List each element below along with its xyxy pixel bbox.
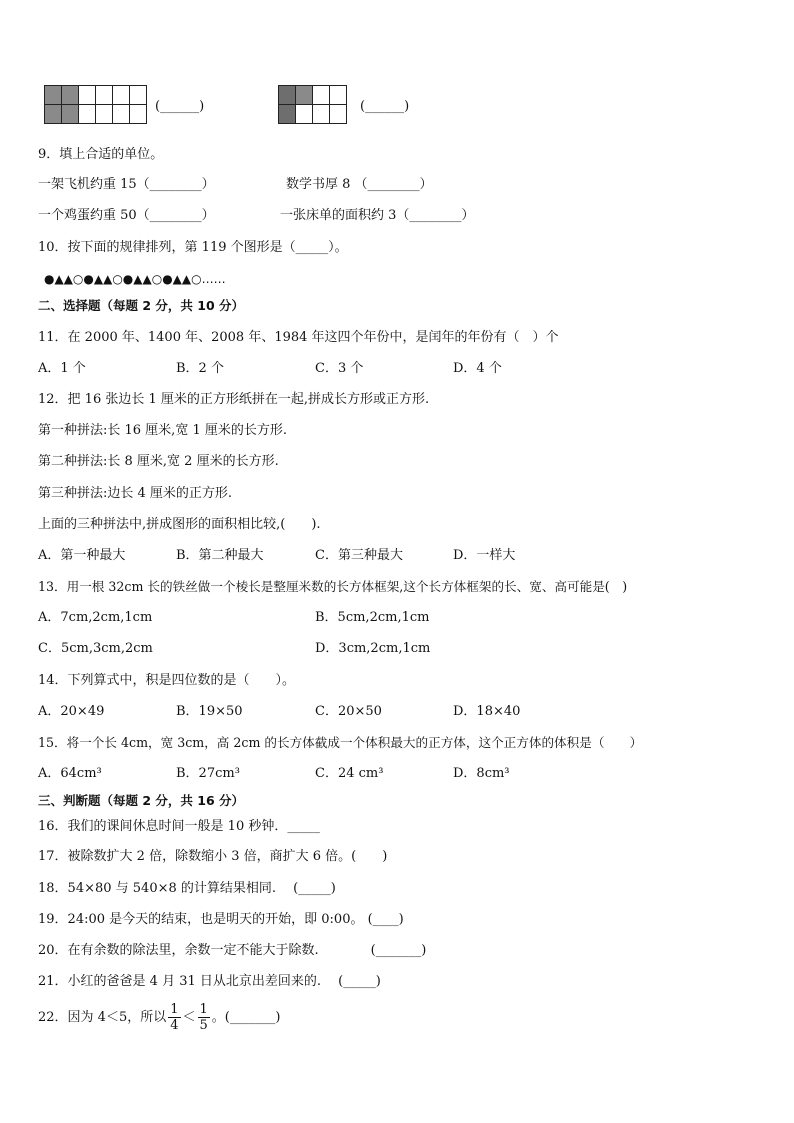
q16-text[interactable]: 16．我们的课间休息时间一般是 10 秒钟．_____ — [38, 819, 320, 834]
grid-cell-shaded — [45, 86, 62, 105]
q19-text[interactable]: 19．24:00 是今天的结束，也是明天的开始，即 0:00。 (____) — [38, 912, 404, 927]
q20-text[interactable]: 20．在有余数的除法里，余数一定不能大于除数. (_______) — [38, 943, 427, 958]
section-3-title: 三、判断题（每题 2 分，共 16 分） — [38, 793, 245, 808]
q22-text[interactable] — [38, 1000, 280, 1036]
q15-option-c[interactable]: C．24 cm³ — [315, 766, 384, 781]
q14-option-b[interactable]: B．19×50 — [176, 704, 243, 719]
q13-option-c[interactable]: C．5cm,3cm,2cm — [38, 641, 153, 656]
figure-1-blank[interactable]: (______) — [155, 99, 205, 114]
grid-cell — [330, 86, 347, 105]
grid-cell — [96, 86, 113, 105]
fraction-denominator: 4 — [170, 1018, 179, 1033]
grid-cell — [296, 105, 313, 124]
q9-item-2[interactable]: 数学书厚 8 （________） — [286, 177, 433, 192]
q9-item-3[interactable]: 一个鸡蛋约重 50（________） — [38, 208, 215, 223]
q9-item-1[interactable]: 一架飞机约重 15（________） — [38, 177, 215, 192]
grid-cell — [130, 105, 147, 124]
q14-option-a[interactable]: A．20×49 — [38, 704, 105, 719]
q12-option-b[interactable]: B．第二种最大 — [176, 548, 264, 563]
q11-option-a[interactable]: A．1 个 — [38, 361, 86, 376]
q10-shape-sequence: ●▲▲○●▲▲○●▲▲○●▲▲○…… — [44, 272, 226, 286]
q18-text[interactable]: 18．54×80 与 540×8 的计算结果相同. (_____) — [38, 881, 336, 896]
q12-line-2: 第一种拼法:长 16 厘米,宽 1 厘米的长方形. — [38, 423, 287, 438]
grid-cell — [79, 86, 96, 105]
q11-option-d[interactable]: D．4 个 — [453, 361, 502, 376]
grid-cell-shaded — [62, 86, 79, 105]
grid-cell — [113, 105, 130, 124]
q12-line-5: 上面的三种拼法中,拼成图形的面积相比较,( ). — [38, 517, 321, 532]
fraction-one-quarter — [168, 1002, 180, 1033]
grid-cell — [96, 105, 113, 124]
q12-option-d[interactable]: D．一样大 — [453, 548, 516, 563]
q13-text: 13．用一根 32cm 长的铁丝做一个棱长是整厘米数的长方体框架,这个长方体框架的长、宽、高可能是( ) — [38, 579, 628, 594]
fraction-denominator: 5 — [199, 1018, 208, 1033]
grid-cell-shaded — [45, 105, 62, 124]
fraction-numerator: 1 — [170, 1002, 179, 1017]
q14-option-c[interactable]: C．20×50 — [315, 704, 382, 719]
q14-text: 14．下列算式中，积是四位数的是（ ）。 — [38, 673, 296, 688]
q9-title: 9．填上合适的单位。 — [38, 147, 164, 162]
grid-cell — [330, 105, 347, 124]
grid-cell-shaded — [62, 105, 79, 124]
q22-suffix: 。(_______) — [211, 1010, 281, 1025]
grid-cell — [79, 105, 96, 124]
q13-option-d[interactable]: D．3cm,2cm,1cm — [315, 641, 431, 656]
q22-prefix: 22．因为 4＜5，所以 — [38, 1010, 167, 1025]
q15-option-d[interactable]: D．8cm³ — [453, 766, 510, 781]
figure-grid-1 — [44, 85, 147, 124]
q10-title[interactable]: 10．按下面的规律排列，第 119 个图形是（_____）。 — [38, 240, 348, 255]
grid-cell-shaded — [296, 86, 313, 105]
grid-cell-shaded — [279, 86, 296, 105]
q12-option-a[interactable]: A．第一种最大 — [38, 548, 126, 563]
figure-grid-2 — [278, 85, 347, 124]
grid-cell — [130, 86, 147, 105]
q12-line-1: 12．把 16 张边长 1 厘米的正方形纸拼在一起,拼成长方形或正方形. — [38, 392, 430, 407]
grid-cell — [313, 86, 330, 105]
fraction-one-fifth — [198, 1002, 210, 1033]
q11-option-b[interactable]: B．2 个 — [176, 361, 224, 376]
q14-option-d[interactable]: D．18×40 — [453, 704, 521, 719]
q12-line-3: 第二种拼法:长 8 厘米,宽 2 厘米的长方形. — [38, 454, 279, 469]
q17-text[interactable]: 17．被除数扩大 2 倍，除数缩小 3 倍，商扩大 6 倍。( ) — [38, 849, 388, 864]
figure-2-blank[interactable]: (______) — [360, 99, 410, 114]
section-2-title: 二、选择题（每题 2 分，共 10 分） — [38, 298, 245, 313]
q21-text[interactable]: 21．小红的爸爸是 4 月 31 日从北京出差回来的. (_____) — [38, 974, 381, 989]
q15-option-b[interactable]: B．27cm³ — [176, 766, 240, 781]
q11-text: 11．在 2000 年、1400 年、2008 年、1984 年这四个年份中，是闰年的年份有（ ）个 — [38, 330, 559, 345]
q13-option-a[interactable]: A．7cm,2cm,1cm — [38, 610, 153, 625]
grid-cell — [113, 86, 130, 105]
q22-operator: ＜ — [182, 1010, 196, 1025]
q13-option-b[interactable]: B．5cm,2cm,1cm — [315, 610, 430, 625]
grid-cell — [313, 105, 330, 124]
q15-text: 15．将一个长 4cm，宽 3cm，高 2cm 的长方体截成一个体积最大的正方体，这个正方体的体积是（ ） — [38, 735, 643, 750]
grid-cell-shaded — [279, 105, 296, 124]
q12-option-c[interactable]: C．第三种最大 — [315, 548, 403, 563]
q11-option-c[interactable]: C．3 个 — [315, 361, 364, 376]
q9-item-4[interactable]: 一张床单的面积约 3（________） — [280, 208, 475, 223]
q15-option-a[interactable]: A．64cm³ — [38, 766, 102, 781]
q12-line-4: 第三种拼法:边长 4 厘米的正方形. — [38, 486, 233, 501]
fraction-numerator: 1 — [199, 1002, 208, 1017]
